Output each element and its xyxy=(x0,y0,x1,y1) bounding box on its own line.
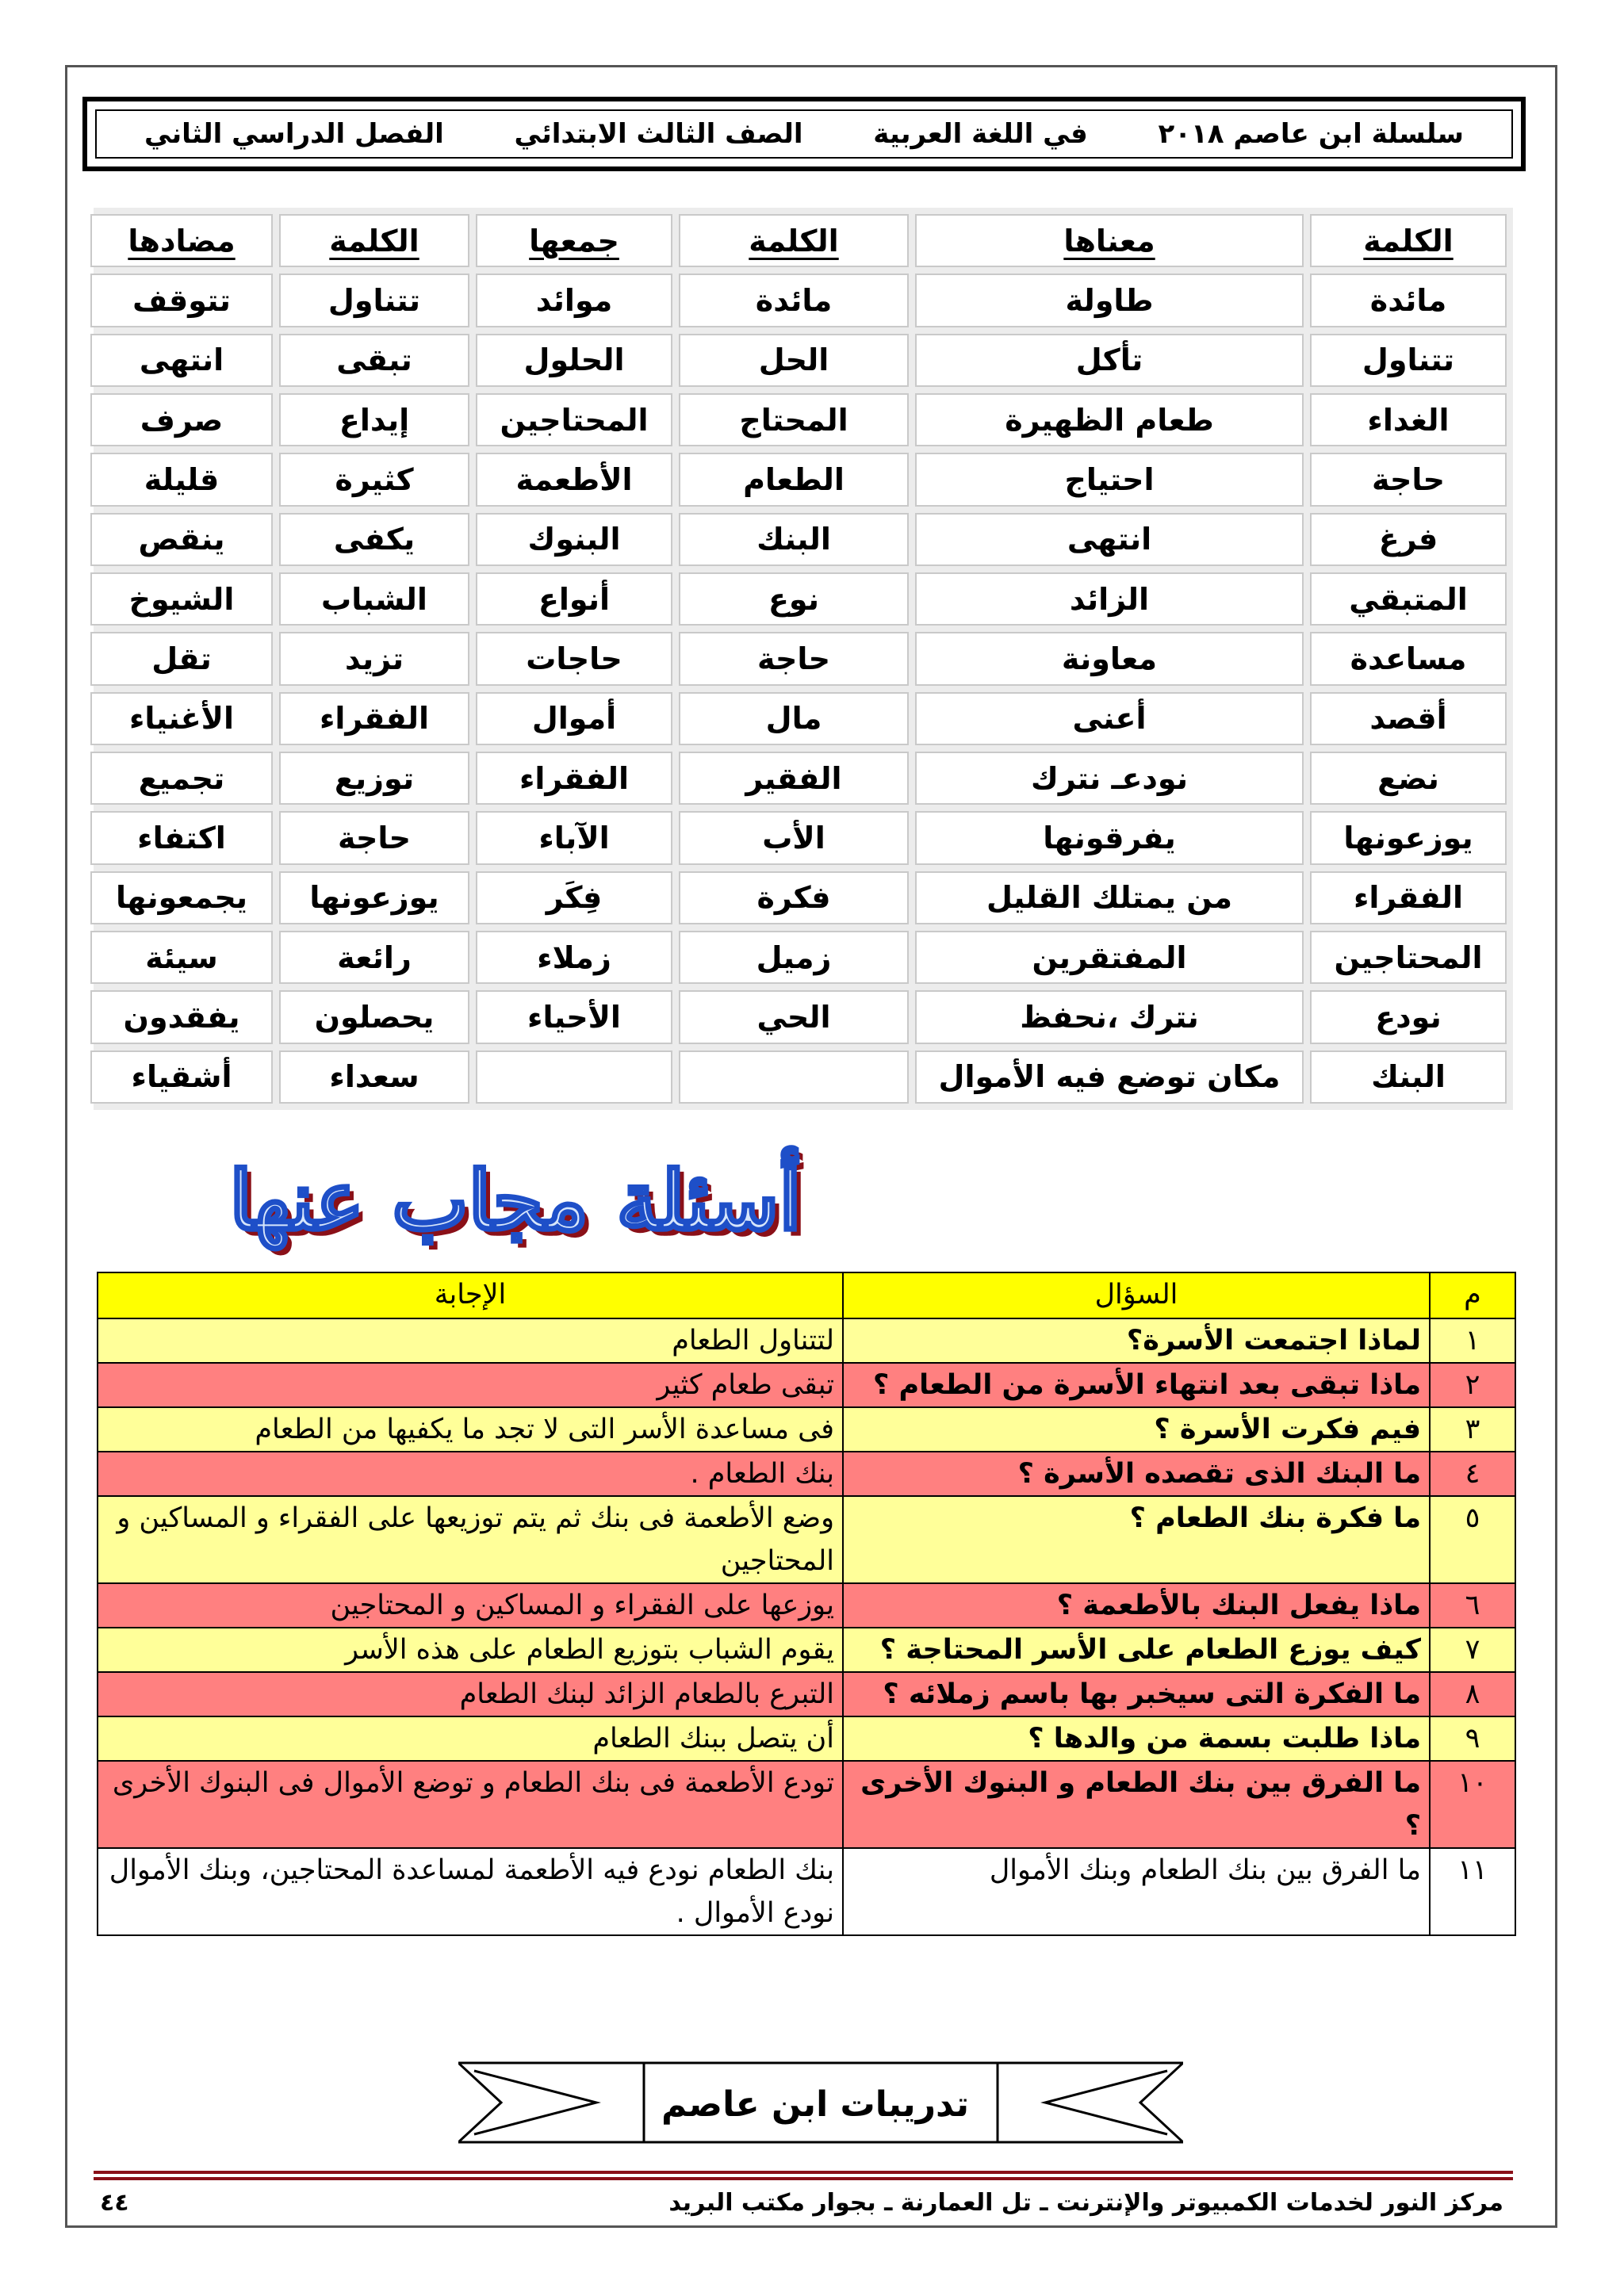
vocab-cell: سعداء xyxy=(279,1050,469,1104)
vocab-cell: يجمعونها xyxy=(90,871,273,924)
qa-row xyxy=(98,1452,1515,1496)
vocab-cell: طاولة xyxy=(915,274,1304,327)
vocab-cell: رائعة xyxy=(279,931,469,984)
qa-row xyxy=(98,1672,1515,1716)
qa-row xyxy=(98,1496,1515,1583)
qa-table xyxy=(97,1272,1516,1936)
qa-question: ما الفكرة التى سيخبر بها باسم زملائه ؟ xyxy=(843,1672,1430,1716)
qa-question: ما فكرة بنك الطعام ؟ xyxy=(843,1496,1430,1583)
vocab-cell: تجميع xyxy=(90,752,273,805)
vocab-header-cell: مضادها xyxy=(90,214,273,267)
vocab-header-cell: الكلمة xyxy=(1310,214,1507,267)
qa-answer: بنك الطعام نودع فيه الأطعمة لمساعدة المحتاجين، وبنك الأموال نودع الأموال . xyxy=(98,1848,843,1935)
qa-answer: بنك الطعام . xyxy=(98,1452,843,1496)
qa-question: ما الفرق بين بنك الطعام وبنك الأموال xyxy=(843,1848,1430,1935)
vocab-cell: نترك ،نحفظ xyxy=(915,990,1304,1043)
vocab-cell: يفقدون xyxy=(90,990,273,1043)
footer-credit: مركز النور لخدمات الكمبيوتر والإنترنت ـ تل العمارنة ـ بجوار مكتب البريد xyxy=(668,2188,1503,2217)
vocab-cell: مساعدة xyxy=(1310,632,1507,685)
vocab-cell: المحتاجين xyxy=(1310,931,1507,984)
qa-row xyxy=(98,1628,1515,1672)
qa-number: ١ xyxy=(1430,1318,1515,1363)
vocab-cell: نودعـ نترك xyxy=(915,752,1304,805)
page-header xyxy=(82,97,1526,171)
vocab-cell: مائدة xyxy=(679,274,909,327)
vocab-cell: موائد xyxy=(476,274,672,327)
qa-row xyxy=(98,1716,1515,1761)
qa-row xyxy=(98,1318,1515,1363)
vocab-cell: البنوك xyxy=(476,513,672,566)
vocab-cell: إيداع xyxy=(279,393,469,446)
qa-row xyxy=(98,1583,1515,1628)
vocab-cell: اكتفاء xyxy=(90,811,273,864)
vocab-cell: تقل xyxy=(90,632,273,685)
vocab-cell: الشيوخ xyxy=(90,572,273,626)
vocab-cell: توزيع xyxy=(279,752,469,805)
qa-number: ٣ xyxy=(1430,1407,1515,1452)
vocab-cell: الحي xyxy=(679,990,909,1043)
vocab-cell: انتهى xyxy=(915,513,1304,566)
vocab-cell: الزائد xyxy=(915,572,1304,626)
vocab-cell: الفقراء xyxy=(476,752,672,805)
header-term: الفصل الدراسي الثاني xyxy=(144,118,444,150)
qa-row xyxy=(98,1363,1515,1407)
vocab-header-cell: الكلمة xyxy=(679,214,909,267)
qa-number: ١١ xyxy=(1430,1848,1515,1935)
vocab-cell: نضع xyxy=(1310,752,1507,805)
vocab-cell: أقصد xyxy=(1310,692,1507,745)
vocab-cell: الأب xyxy=(679,811,909,864)
vocab-cell: فرغ xyxy=(1310,513,1507,566)
vocabulary-table xyxy=(94,208,1513,1110)
qa-number: ٨ xyxy=(1430,1672,1515,1716)
qa-answer: تودع الأطعمة فى بنك الطعام و توضع الأموال فى البنوك الأخرى xyxy=(98,1761,843,1848)
qa-answer: وضع الأطعمة فى بنك ثم يتم توزيعها على الفقراء و المساكين و المحتاجين xyxy=(98,1496,843,1583)
qa-number: ٦ xyxy=(1430,1583,1515,1628)
vocab-cell: الفقير xyxy=(679,752,909,805)
vocab-cell: احتياج xyxy=(915,453,1304,506)
vocab-cell: حاجة xyxy=(279,811,469,864)
vocab-cell: تتوقف xyxy=(90,274,273,327)
banner-label: تدريبات ابن عاصم xyxy=(661,2084,969,2125)
qa-row xyxy=(98,1848,1515,1935)
vocab-cell: مال xyxy=(679,692,909,745)
vocab-cell: زميل xyxy=(679,931,909,984)
vocab-cell: الأطعمة xyxy=(476,453,672,506)
vocab-cell: أعنى xyxy=(915,692,1304,745)
vocab-cell: تبقى xyxy=(279,334,469,387)
vocab-cell: الحلول xyxy=(476,334,672,387)
vocab-cell: الآباء xyxy=(476,811,672,864)
vocab-cell: حاجة xyxy=(679,632,909,685)
vocab-cell: المحتاجين xyxy=(476,393,672,446)
qa-number: ٥ xyxy=(1430,1496,1515,1583)
vocab-cell: الفقراء xyxy=(1310,871,1507,924)
qa-question: كيف يوزع الطعام على الأسر المحتاجة ؟ xyxy=(843,1628,1430,1672)
vocab-cell: يكفى xyxy=(279,513,469,566)
qa-answer: فى مساعدة الأسر التى لا تجد ما يكفيها من الطعام xyxy=(98,1407,843,1452)
footer-rule xyxy=(94,2171,1513,2180)
vocab-cell: البنك xyxy=(679,513,909,566)
vocab-cell: الشباب xyxy=(279,572,469,626)
vocab-cell: تتناول xyxy=(1310,334,1507,387)
vocab-header-cell: الكلمة xyxy=(279,214,469,267)
vocab-cell: يحصلون xyxy=(279,990,469,1043)
qa-question: ماذا طلبت بسمة من والدها ؟ xyxy=(843,1716,1430,1761)
vocab-cell: صرف xyxy=(90,393,273,446)
qa-answer: لتتناول الطعام xyxy=(98,1318,843,1363)
vocab-cell: طعام الظهيرة xyxy=(915,393,1304,446)
vocab-cell: أموال xyxy=(476,692,672,745)
qa-header-answer: الإجابة xyxy=(98,1272,843,1318)
vocab-cell xyxy=(679,1050,909,1104)
vocab-cell: قليلة xyxy=(90,453,273,506)
vocab-cell: فِكَر xyxy=(476,871,672,924)
qa-number: ١٠ xyxy=(1430,1761,1515,1848)
vocab-cell: يوزعونها xyxy=(1310,811,1507,864)
vocab-cell: تتناول xyxy=(279,274,469,327)
qa-row xyxy=(98,1761,1515,1848)
vocab-cell: الحل xyxy=(679,334,909,387)
header-subject: في اللغة العربية xyxy=(873,118,1088,150)
vocab-cell: الأغنياء xyxy=(90,692,273,745)
vocab-cell: أشقياء xyxy=(90,1050,273,1104)
vocab-cell: كثيرة xyxy=(279,453,469,506)
header-series: سلسلة ابن عاصم ٢٠١٨ xyxy=(1158,118,1464,150)
vocab-cell: يفرقونها xyxy=(915,811,1304,864)
vocab-header-cell: جمعها xyxy=(476,214,672,267)
qa-question: لماذا اجتمعت الأسرة؟ xyxy=(843,1318,1430,1363)
qa-answer: أن يتصل ببنك الطعام xyxy=(98,1716,843,1761)
vocab-cell: الأحياء xyxy=(476,990,672,1043)
vocab-cell: معاونة xyxy=(915,632,1304,685)
vocab-cell: انتهى xyxy=(90,334,273,387)
qa-number: ٤ xyxy=(1430,1452,1515,1496)
qa-number: ٧ xyxy=(1430,1628,1515,1672)
vocab-cell: الفقراء xyxy=(279,692,469,745)
qa-row xyxy=(98,1407,1515,1452)
qa-answer: يوزعها على الفقراء و المساكين و المحتاجين xyxy=(98,1583,843,1628)
vocab-cell: تزيد xyxy=(279,632,469,685)
qa-header-question: السؤال xyxy=(843,1272,1430,1318)
page-number: ٤٤ xyxy=(100,2188,129,2217)
qa-number: ٩ xyxy=(1430,1716,1515,1761)
vocab-cell: أنواع xyxy=(476,572,672,626)
vocab-cell: فكرة xyxy=(679,871,909,924)
qa-number: ٢ xyxy=(1430,1363,1515,1407)
vocab-cell: مكان توضع فيه الأموال xyxy=(915,1050,1304,1104)
vocab-cell: نودع xyxy=(1310,990,1507,1043)
qa-question: فيم فكرت الأسرة ؟ xyxy=(843,1407,1430,1452)
qa-question: ما الفرق بين بنك الطعام و البنوك الأخرى ؟ xyxy=(843,1761,1430,1848)
qa-answer: التبرع بالطعام الزائد لبنك الطعام xyxy=(98,1672,843,1716)
vocab-cell: زملاء xyxy=(476,931,672,984)
vocab-cell: سيئة xyxy=(90,931,273,984)
qa-header-num: م xyxy=(1430,1272,1515,1318)
qa-question: ماذا يفعل البنك بالأطعمة ؟ xyxy=(843,1583,1430,1628)
vocab-cell: من يمتلك القليل xyxy=(915,871,1304,924)
vocab-cell: يوزعونها xyxy=(279,871,469,924)
vocab-cell: تأكل xyxy=(915,334,1304,387)
vocab-cell xyxy=(476,1050,672,1104)
vocab-cell: حاجات xyxy=(476,632,672,685)
qa-answer: يقوم الشباب بتوزيع الطعام على هذه الأسر xyxy=(98,1628,843,1672)
qa-question: ماذا تبقى بعد انتهاء الأسرة من الطعام ؟ xyxy=(843,1363,1430,1407)
vocab-cell: المتبقي xyxy=(1310,572,1507,626)
vocab-cell: البنك xyxy=(1310,1050,1507,1104)
vocab-cell: الطعام xyxy=(679,453,909,506)
qa-header-row xyxy=(98,1272,1515,1318)
vocab-cell: المحتاج xyxy=(679,393,909,446)
vocab-cell: المفتقرين xyxy=(915,931,1304,984)
section-title: أسئلة مجاب عنها xyxy=(229,1154,802,1249)
vocab-cell: الغداء xyxy=(1310,393,1507,446)
vocab-cell: نوع xyxy=(679,572,909,626)
qa-answer: تبقى طعام كثير xyxy=(98,1363,843,1407)
qa-question: ما البنك الذى تقصده الأسرة ؟ xyxy=(843,1452,1430,1496)
footer xyxy=(100,2185,1503,2220)
vocab-cell: حاجة xyxy=(1310,453,1507,506)
vocab-cell: مائدة xyxy=(1310,274,1507,327)
header-grade: الصف الثالث الابتدائي xyxy=(514,118,803,150)
vocab-header-cell: معناها xyxy=(915,214,1304,267)
vocab-cell: ينقص xyxy=(90,513,273,566)
